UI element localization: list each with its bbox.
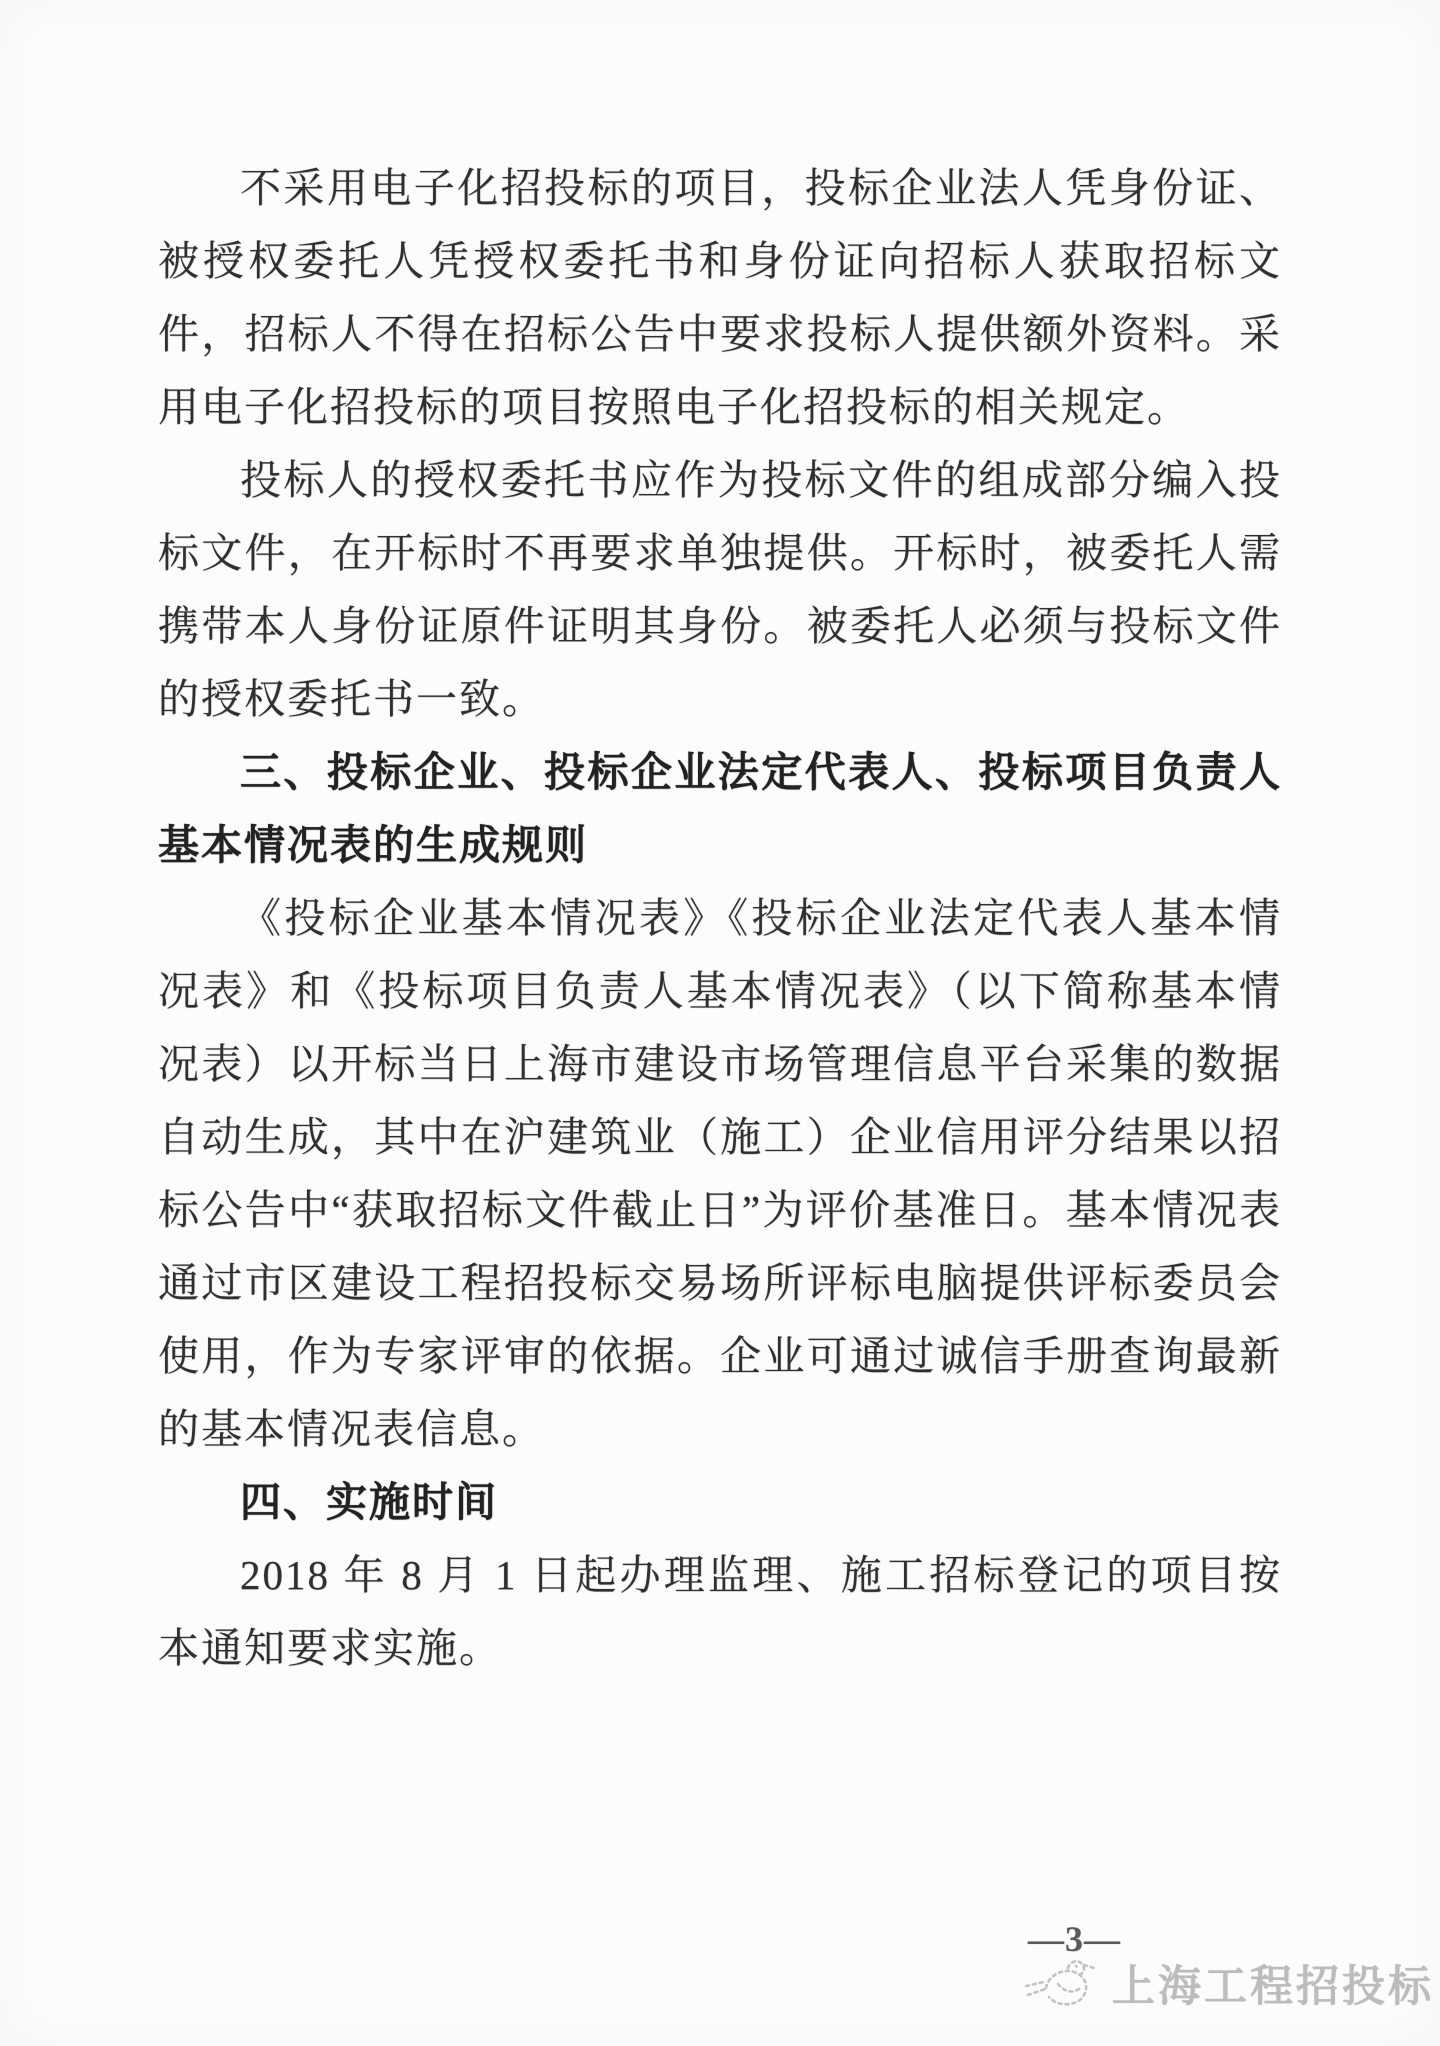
magpie-bird-icon bbox=[1022, 1952, 1106, 2014]
body-paragraph-2: 投标人的授权委托书应作为投标文件的组成部分编入投标文件，在开标时不再要求单独提供。开标时，被委托人需携带本人身份证原件证明其身份。被委托人必须与投标文件的授权委托书一致。 bbox=[158, 457, 1282, 722]
section-heading-3: 三、投标企业、投标企业法定代表人、投标项目负责人基本情况表的生成规则 bbox=[158, 749, 1282, 868]
document-body bbox=[158, 152, 1282, 1685]
page-number: —3— bbox=[1028, 1919, 1121, 1959]
body-paragraph-3: 《投标企业基本情况表》《投标企业法定代表人基本情况表》和《投标项目负责人基本情况表》（以下简称基本情况表）以开标当日上海市建设市场管理信息平台采集的数据自动生成，其中在沪建筑业（施工）企业信用评分结果以招标公告中“获取招标文件截止日”为评价基准日。基本情况表通过市区建设工程招投标交易场所评标电脑提供评标委员会使用，作为专家评审的依据。企业可通过诚信手册查询最新的基本情况表信息。 bbox=[158, 895, 1282, 1452]
body-paragraph-1: 不采用电子化招投标的项目，投标企业法人凭身份证、被授权委托人凭授权委托书和身份证向招标人获取招标文件，招标人不得在招标公告中要求投标人提供额外资料。采用电子化招投标的项目按照电子化招投标的相关规定。 bbox=[158, 165, 1282, 430]
watermark bbox=[1022, 1952, 1434, 2014]
watermark-text: 上海工程招投标 bbox=[1112, 1962, 1434, 2011]
body-paragraph-4: 2018 年 8 月 1 日起办理监理、施工招标登记的项目按本通知要求实施。 bbox=[158, 1552, 1282, 1671]
section-heading-4: 四、实施时间 bbox=[240, 1479, 498, 1525]
